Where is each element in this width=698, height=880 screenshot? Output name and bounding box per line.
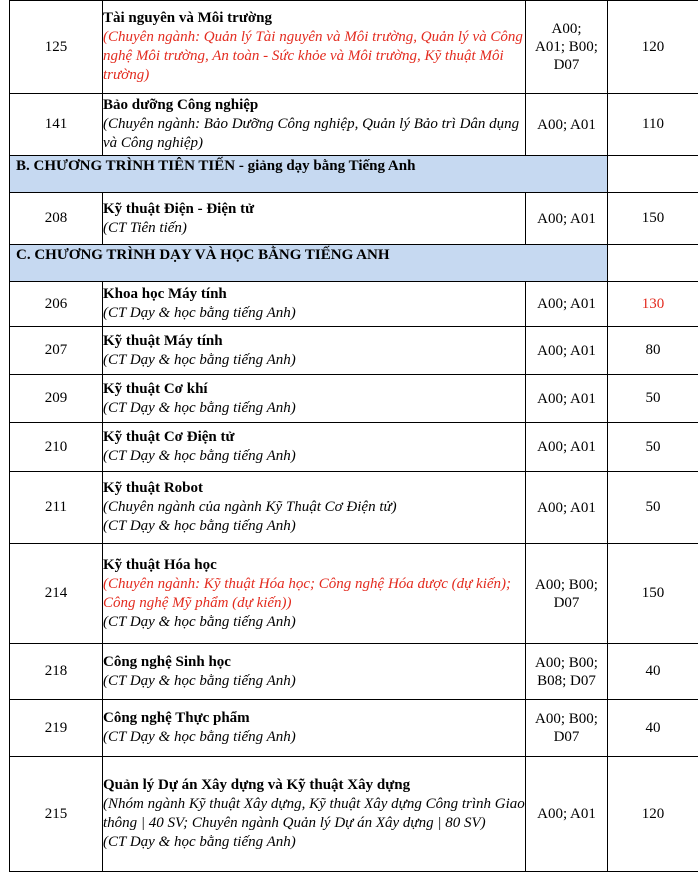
table-body xyxy=(10,1,698,872)
section-title: C. CHƯƠNG TRÌNH DẠY VÀ HỌC BẰNG TIẾNG ANH xyxy=(10,245,608,282)
program-note: (CT Dạy & học bằng tiếng Anh) xyxy=(103,613,296,630)
program-title: Bảo dưỡng Công nghiệp xyxy=(103,97,259,113)
program-title: Kỹ thuật Cơ Điện tử xyxy=(103,429,235,445)
section-blank-cell xyxy=(608,156,698,193)
subject-combination: A00; A01 xyxy=(537,439,596,455)
table-row xyxy=(10,544,698,644)
table-row xyxy=(10,644,698,700)
subject-combination: A00; A01 xyxy=(537,210,596,227)
program-note: (CT Tiên tiến) xyxy=(103,219,187,236)
program-code: 215 xyxy=(10,757,103,872)
table-row xyxy=(10,472,698,544)
subject-combinations xyxy=(526,1,608,94)
section-blank-cell xyxy=(608,245,698,282)
admission-quota: 40 xyxy=(608,644,698,700)
subject-combination: A00; A01 xyxy=(537,390,596,407)
program-name-cell xyxy=(103,472,526,544)
admission-quota: 50 xyxy=(608,375,698,423)
subject-combinations xyxy=(526,94,608,156)
program-note: (CT Dạy & học bằng tiếng Anh) xyxy=(103,729,296,745)
program-code: 125 xyxy=(10,1,103,94)
program-code: 219 xyxy=(10,700,103,757)
subject-combination: D07 xyxy=(553,57,580,73)
program-note: (Chuyên ngành: Bảo Dưỡng Công nghiệp, Quản lý Bảo trì Dân dụng và Công nghiệp) xyxy=(103,116,520,151)
subject-combination: B08; D07 xyxy=(537,672,596,689)
program-name-cell xyxy=(103,423,526,472)
subject-combinations xyxy=(526,544,608,644)
program-name-cell xyxy=(103,94,526,156)
admission-quota: 80 xyxy=(608,327,698,375)
program-title: Kỹ thuật Cơ khí xyxy=(103,380,208,397)
program-code: 206 xyxy=(10,282,103,327)
program-name-cell xyxy=(103,282,526,327)
program-note: (Nhóm ngành Kỹ thuật Xây dựng, Kỹ thuật Xây dựng Công trình Giao thông | 40 SV; Chuyên ngành Quản lý Dự án Xây dựng | 80 SV) xyxy=(103,796,525,831)
subject-combinations xyxy=(526,757,608,872)
table-row xyxy=(10,423,698,472)
admission-quota: 120 xyxy=(608,1,698,94)
table-row xyxy=(10,282,698,327)
admission-programs-table xyxy=(9,0,698,872)
subject-combination: D07 xyxy=(553,729,580,745)
program-code: 211 xyxy=(10,472,103,544)
admission-quota: 120 xyxy=(608,757,698,872)
program-title: Quản lý Dự án Xây dựng và Kỹ thuật Xây dựng xyxy=(103,777,411,793)
program-title: Công nghệ Sinh học xyxy=(103,653,231,670)
program-note: (CT Dạy & học bằng tiếng Anh) xyxy=(103,399,296,416)
subject-combinations xyxy=(526,472,608,544)
subject-combination: A00; B00; xyxy=(535,654,598,671)
program-note: (Chuyên ngành của ngành Kỹ Thuật Cơ Điện tử) xyxy=(103,499,397,515)
subject-combination: A01; B00; xyxy=(535,39,598,55)
subject-combinations xyxy=(526,644,608,700)
program-name-cell xyxy=(103,193,526,245)
admission-quota: 40 xyxy=(608,700,698,757)
table-row xyxy=(10,94,698,156)
subject-combinations xyxy=(526,193,608,245)
admission-quota: 50 xyxy=(608,472,698,544)
program-note: (Chuyên ngành: Kỹ thuật Hóa học; Công nghệ Hóa dược (dự kiến); Công nghệ Mỹ phẩm (dự kiến)) xyxy=(103,575,512,611)
subject-combinations xyxy=(526,375,608,423)
program-note: (CT Dạy & học bằng tiếng Anh) xyxy=(103,518,296,534)
program-code: 207 xyxy=(10,327,103,375)
table-row xyxy=(10,1,698,94)
subject-combination: A00; xyxy=(551,21,582,37)
table-row xyxy=(10,375,698,423)
subject-combination: A00; A01 xyxy=(537,499,596,516)
program-note: (CT Dạy & học bằng tiếng Anh) xyxy=(103,305,296,321)
program-code: 210 xyxy=(10,423,103,472)
program-title: Kỹ thuật Hóa học xyxy=(103,556,217,573)
program-name-cell xyxy=(103,1,526,94)
subject-combination: D07 xyxy=(553,594,580,611)
program-note: (CT Dạy & học bằng tiếng Anh) xyxy=(103,672,296,689)
program-title: Kỹ thuật Máy tính xyxy=(103,332,223,349)
program-title: Tài nguyên và Môi trường xyxy=(103,10,272,26)
table-row xyxy=(10,327,698,375)
subject-combinations xyxy=(526,700,608,757)
program-title: Khoa học Máy tính xyxy=(103,286,227,302)
program-name-cell xyxy=(103,700,526,757)
program-name-cell xyxy=(103,757,526,872)
program-name-cell xyxy=(103,644,526,700)
program-name-cell xyxy=(103,327,526,375)
program-title: Công nghệ Thực phẩm xyxy=(103,710,250,726)
program-note: (Chuyên ngành: Quản lý Tài nguyên và Môi trường, Quản lý và Công nghệ Môi trường, An toàn - Sức khỏe và Môi trường, Kỹ thuật Môi trường) xyxy=(103,29,523,83)
program-title: Kỹ thuật Robot xyxy=(103,480,204,496)
section-header-row xyxy=(10,245,698,282)
subject-combination: A00; A01 xyxy=(537,296,596,312)
program-code: 141 xyxy=(10,94,103,156)
program-note: (CT Dạy & học bằng tiếng Anh) xyxy=(103,448,296,464)
program-name-cell xyxy=(103,544,526,644)
program-note: (CT Dạy & học bằng tiếng Anh) xyxy=(103,351,296,368)
subject-combinations xyxy=(526,327,608,375)
subject-combination: A00; B00; xyxy=(535,711,598,727)
program-code: 218 xyxy=(10,644,103,700)
section-title: B. CHƯƠNG TRÌNH TIÊN TIẾN - giảng dạy bằng Tiếng Anh xyxy=(10,156,608,193)
table-row xyxy=(10,757,698,872)
program-note: (CT Dạy & học bằng tiếng Anh) xyxy=(103,834,296,850)
section-header-row xyxy=(10,156,698,193)
subject-combination: A00; A01 xyxy=(537,116,596,133)
admission-quota: 110 xyxy=(608,94,698,156)
subject-combinations xyxy=(526,423,608,472)
program-code: 214 xyxy=(10,544,103,644)
program-code: 208 xyxy=(10,193,103,245)
program-title: Kỹ thuật Điện - Điện tử xyxy=(103,200,255,217)
admission-quota: 50 xyxy=(608,423,698,472)
table-row xyxy=(10,193,698,245)
admission-quota: 150 xyxy=(608,193,698,245)
admission-quota: 150 xyxy=(608,544,698,644)
subject-combinations xyxy=(526,282,608,327)
table-row xyxy=(10,700,698,757)
admission-quota: 130 xyxy=(608,282,698,327)
subject-combination: A00; B00; xyxy=(535,576,598,593)
program-code: 209 xyxy=(10,375,103,423)
subject-combination: A00; A01 xyxy=(537,342,596,359)
subject-combination: A00; A01 xyxy=(537,806,596,822)
program-name-cell xyxy=(103,375,526,423)
